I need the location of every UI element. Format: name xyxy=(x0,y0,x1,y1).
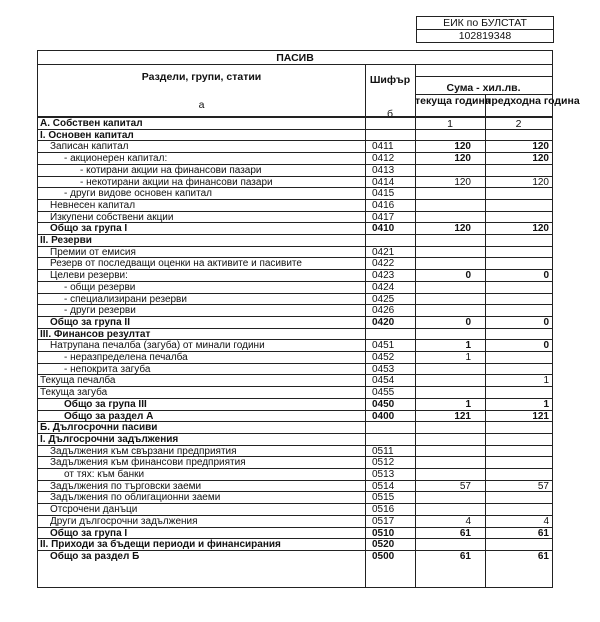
row-code: 0455 xyxy=(372,387,395,399)
row-current-year-value: 120 xyxy=(454,223,471,235)
row-label: II. Приходи за бъдещи периоди и финансирания xyxy=(40,539,281,551)
eik-box xyxy=(416,16,554,43)
row-prev-year-value: 0 xyxy=(543,340,549,352)
row-code: 0400 xyxy=(372,410,395,422)
row-code: 0514 xyxy=(372,480,395,492)
row-current-year-value: 120 xyxy=(454,141,471,153)
row-label: Записан капитал xyxy=(50,141,129,153)
row-current-year-value: 0 xyxy=(465,316,471,328)
row-label: Текуща загуба xyxy=(40,387,108,399)
row-code: 0511 xyxy=(372,445,394,457)
row-prev-year-value: 1 xyxy=(543,375,549,387)
row-code: 0420 xyxy=(372,316,395,328)
row-current-year-value: 0 xyxy=(465,270,471,282)
row-prev-year-value: 61 xyxy=(537,550,549,562)
row-current-year-value: 61 xyxy=(459,550,471,562)
row-current-year-value: 1 xyxy=(465,398,471,410)
row-code: 0454 xyxy=(372,375,395,387)
row-code: 0520 xyxy=(372,539,395,551)
row-prev-year-value: 120 xyxy=(532,153,549,165)
row-label: II. Резерви xyxy=(40,235,92,246)
row-label: - специализирани резерви xyxy=(64,293,187,305)
row-prev-year-value: 1 xyxy=(543,398,549,410)
row-code: 0424 xyxy=(372,281,395,293)
row-label: А. Собствен капитал xyxy=(40,118,143,129)
row-label: Целеви резерви: xyxy=(50,270,128,282)
row-label: Изкупени собствени акции xyxy=(50,211,174,223)
row-current-year-value: 120 xyxy=(454,153,471,165)
row-code: 0515 xyxy=(372,492,395,504)
row-code: 0513 xyxy=(372,469,395,480)
row-label: Други дългосрочни задължения xyxy=(50,515,198,527)
row-label: Общо за група I xyxy=(50,527,128,539)
row-current-year-value: 57 xyxy=(459,480,471,492)
col-sum-header: Сума - хил.лв. xyxy=(446,82,521,94)
row-label: Общо за група II xyxy=(50,316,130,328)
row-label: - акционерен капитал: xyxy=(64,153,168,165)
row-code: 0510 xyxy=(372,527,395,539)
row-code: 0500 xyxy=(372,550,395,562)
row-label: Общо за група I xyxy=(50,223,128,235)
row-prev-year-value: 0 xyxy=(543,316,549,328)
row-label: - други видове основен капитал xyxy=(64,188,212,200)
row-code: 0411 xyxy=(372,141,394,153)
letter-b: б xyxy=(386,108,393,120)
row-code: 0423 xyxy=(372,270,395,282)
row-prev-year-value: 57 xyxy=(537,480,549,492)
row-code: 0421 xyxy=(372,246,395,258)
row-code: 0517 xyxy=(372,515,395,527)
row-label: III. Финансов резултат xyxy=(40,328,151,340)
sum-top-line xyxy=(415,76,552,77)
row-label: Задължения по търговски заеми xyxy=(50,480,202,492)
row-code: 0450 xyxy=(372,398,395,410)
row-label: - други резерви xyxy=(64,305,136,317)
row-current-year-value: 1 xyxy=(465,352,471,363)
row-label: Задължения към свързани предприятия xyxy=(50,445,237,457)
row-label: Общо за група III xyxy=(64,398,147,410)
row-label: I. Основен капитал xyxy=(40,129,134,141)
row-label: Общо за раздел Б xyxy=(50,550,140,562)
row-label: Задължения по облигационни заеми xyxy=(50,492,221,504)
row-current-year-value: 120 xyxy=(454,176,471,188)
row-label: - некотирани акции на финансови пазари xyxy=(80,176,273,188)
row-label: Отсрочени данъци xyxy=(50,504,138,516)
current-year-header: текуща година xyxy=(415,95,491,107)
table-title: ПАСИВ xyxy=(276,52,314,64)
liabilities-table xyxy=(37,50,580,588)
row-label: - непокрита загуба xyxy=(64,363,151,375)
title-divider xyxy=(38,64,552,65)
row-code: 0425 xyxy=(372,293,395,305)
row-label: - неразпределена печалба xyxy=(64,352,188,363)
row-code: 0417 xyxy=(372,211,395,223)
row-code: 0422 xyxy=(372,258,395,270)
row-label: - общи резерви xyxy=(64,281,136,293)
row-prev-year-value: 4 xyxy=(543,515,549,527)
row-code: 0453 xyxy=(372,363,395,375)
row-label: Невнесен капитал xyxy=(50,199,136,211)
letter-a: а xyxy=(198,99,205,111)
row-code: 0512 xyxy=(372,457,395,469)
row-current-year-value: 61 xyxy=(459,527,471,539)
row-prev-year-value: 120 xyxy=(532,223,549,235)
row-code: 0410 xyxy=(372,223,395,235)
row-label: - котирани акции на финансови пазари xyxy=(80,164,262,176)
row-code: 0412 xyxy=(372,153,395,165)
row-code: 0516 xyxy=(372,504,395,516)
eik-label: ЕИК по БУЛСТАТ xyxy=(443,17,527,29)
row-prev-year-value: 120 xyxy=(532,141,549,153)
row-label: от тях: към банки xyxy=(64,469,145,480)
prev-year-header: предходна година xyxy=(485,95,580,107)
row-prev-year-value: 61 xyxy=(537,527,549,539)
row-current-year-value: 4 xyxy=(465,515,471,527)
table-row xyxy=(38,550,552,563)
row-code: 0426 xyxy=(372,305,395,317)
row-label: I. Дългосрочни задължения xyxy=(40,433,179,445)
eik-value: 102819348 xyxy=(417,29,553,42)
row-label: Задължения към финансови предприятия xyxy=(50,457,246,469)
row-prev-year-value: 0 xyxy=(543,270,549,282)
row-label: Б. Дългосрочни пасиви xyxy=(40,422,158,434)
col-sections-header: Раздели, групи, статии xyxy=(141,71,262,83)
row-code: 0415 xyxy=(372,188,395,200)
row-code: 0416 xyxy=(372,199,395,211)
row-current-year-value: 1 xyxy=(465,340,471,352)
row-code: 0413 xyxy=(372,164,395,176)
col-code-header: Шифър xyxy=(369,74,411,86)
row-current-year-value: 121 xyxy=(454,410,471,422)
row-code: 0414 xyxy=(372,176,395,188)
row-prev-year-value: 120 xyxy=(532,176,549,188)
col-num-1: 1 xyxy=(447,118,453,130)
row-code: 0451 xyxy=(372,340,395,352)
row-code: 0452 xyxy=(372,352,395,363)
row-prev-year-value: 121 xyxy=(532,410,549,422)
row-label: Натрупана печалба (загуба) от минали години xyxy=(50,340,265,352)
row-label: Текуща печалба xyxy=(40,375,116,387)
row-label: Резерв от последващи оценки на активите и пасивите xyxy=(50,258,302,270)
col-num-2: 2 xyxy=(515,118,522,130)
row-label: Премии от емисия xyxy=(50,246,136,258)
row-label: Общо за раздел А xyxy=(64,410,154,422)
